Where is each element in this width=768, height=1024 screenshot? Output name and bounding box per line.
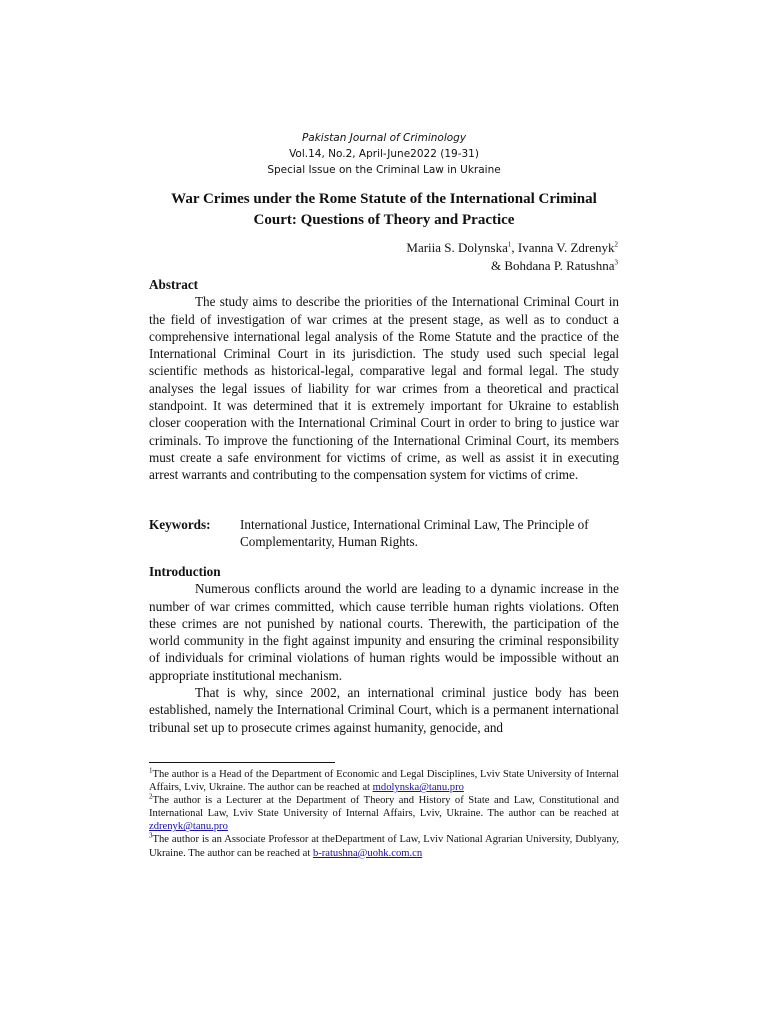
introduction-heading: Introduction (149, 564, 221, 579)
paper-title (150, 189, 618, 231)
email-link[interactable]: b-ratushna@uohk.com.cn (312, 847, 423, 859)
introduction-section (149, 563, 619, 736)
footnote (149, 768, 619, 794)
email-link[interactable]: mdolynska@tanu.pro (372, 782, 464, 794)
journal-issue: Special Issue on the Criminal Law in Ukraine (267, 164, 501, 176)
paper-title-line-1: War Crimes under the Rome Statute of the International Criminal (171, 191, 597, 207)
email-link[interactable]: zdrenyk@tanu.pro (149, 821, 228, 833)
abstract-heading: Abstract (149, 277, 199, 292)
keywords-section (149, 516, 619, 551)
author-name: Mariia S. Dolynska (406, 240, 508, 255)
author-list (406, 239, 618, 275)
author-line-1 (406, 239, 618, 257)
footnote-divider (149, 762, 335, 763)
footnote-number: 2 (149, 792, 153, 801)
journal-volume: Vol.14, No.2, April-June2022 (19-31) (289, 148, 479, 160)
keywords-text: International Justice, International Criminal Law, The Principle of Complementarity, Human Rights. (240, 517, 589, 550)
footnote-text: The author is a Head of the Department of Economic and Legal Disciplines, Lviv State University of Internal Affairs, Lviv, Ukraine. The author can be reached at (149, 769, 619, 794)
author-line-2 (406, 257, 618, 275)
footnotes (149, 768, 619, 860)
author-separator: , (511, 240, 518, 255)
journal-name: Pakistan Journal of Criminology (301, 132, 467, 144)
footnote-marker: 1 (507, 240, 512, 249)
footnote-text: The author is a Lecturer at the Department of Theory and History of State and Law, Constitutional and International Law, Lviv State University of Internal Affairs, Lviv, Ukraine. The author can be reached at (149, 795, 619, 820)
introduction-paragraph-1: Numerous conflicts around the world are leading to a dynamic increase in the number of war crimes committed, which cause terrible human rights violations. Often these crimes are not punished by national courts. Therewith, the participation of the world community in the fight against impunity and ensuring the criminal responsibility of individuals for criminal violations of human rights would be impossible without an appropriate institutional mechanism. (149, 581, 619, 683)
author-name: & Bohdana P. Ratushna (491, 258, 615, 273)
paper-title-line-2: Court: Questions of Theory and Practice (253, 212, 515, 228)
abstract-section (149, 276, 619, 484)
footnote (149, 833, 619, 859)
footnote-number: 3 (149, 831, 153, 840)
footnote-number: 1 (149, 766, 153, 775)
footnote-marker: 2 (614, 240, 618, 249)
abstract-text: The study aims to describe the priorities of the International Criminal Court in the field of investigation of war crimes at the present stage, as well as to conduct a comprehensive international legal analysis of the Rome Statute and the practice of the International Criminal Court in its jurisdiction. The study used such special legal scientific methods as historical-legal, comparative legal and formal legal. The study analyses the legal issues of liability for war crimes from a theoretical and practical standpoint. It was determined that it is extremely important for Ukraine to establish closer cooperation with the International Criminal Court in order to bring to justice war criminals. To improve the functioning of the International Criminal Court, its members must create a safe environment for victims of crime, as well as assist it in executing arrest warrants and contributing to the compensation system for victims of crime. (149, 294, 619, 483)
keywords-label: Keywords: (149, 517, 211, 532)
footnote (149, 794, 619, 833)
author-name: Ivanna V. Zdrenyk (517, 240, 615, 255)
footnote-marker: 3 (614, 258, 618, 267)
footnote-text: The author is an Associate Professor at theDepartment of Law, Lviv National Agrarian University, Dublyany, Ukraine. The author can be reached at (149, 834, 619, 859)
introduction-paragraph-2: That is why, since 2002, an international criminal justice body has been established, namely the International Criminal Court, which is a permanent international tribunal set up to prosecute crimes against humanity, genocide, and (149, 685, 619, 735)
